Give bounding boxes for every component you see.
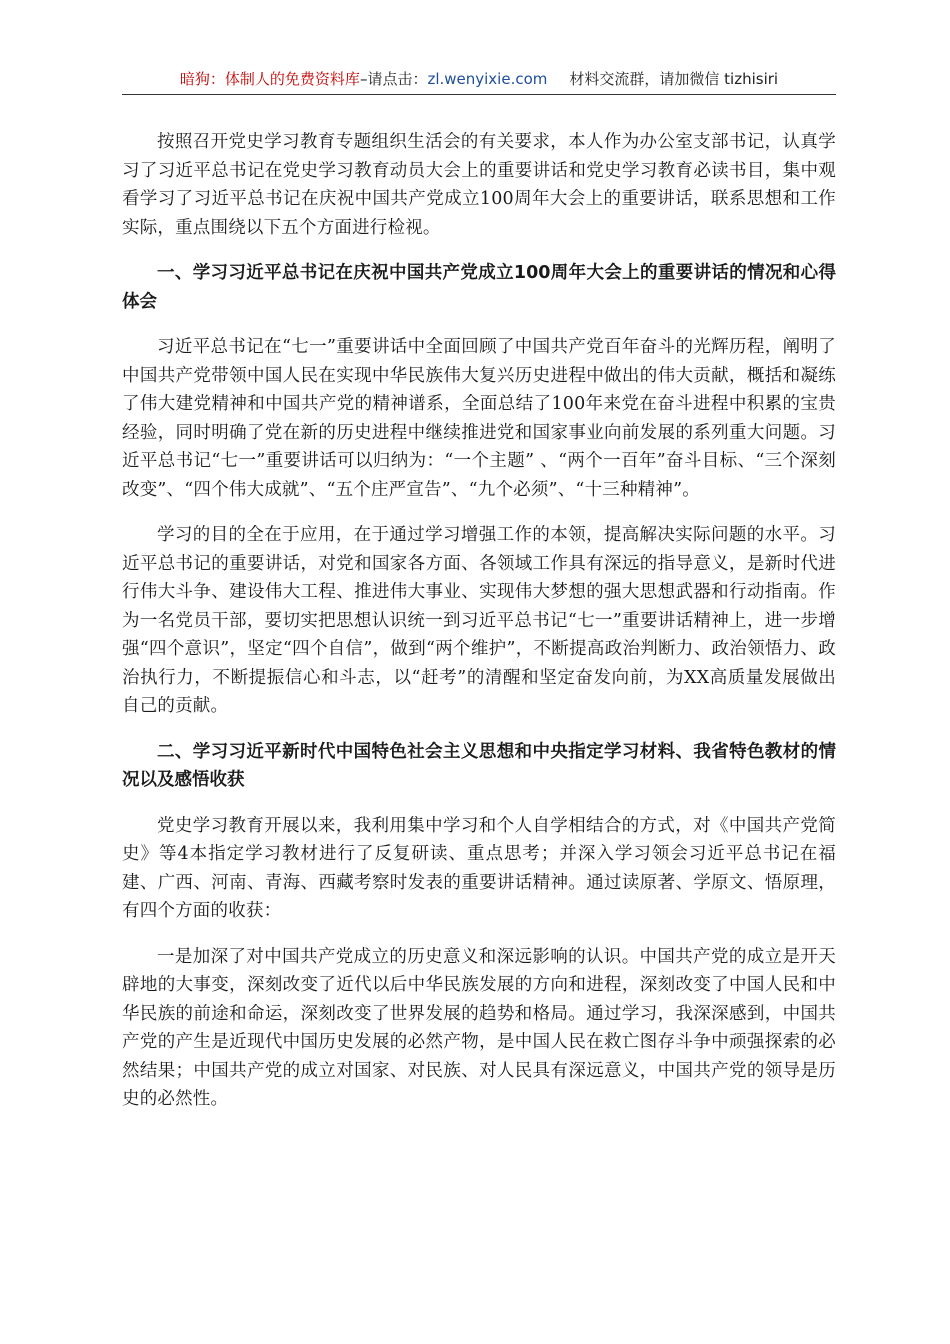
section1-paragraph-1: 习近平总书记在“七一”重要讲话中全面回顾了中国共产党百年奋斗的光辉历程，阐明了中国共产党带领中国人民在实现中华民族伟大复兴历史进程中做出的伟大贡献，概括和凝练了伟大建党精神和中国共产党的精神谱系，全面总结了100年来党在奋斗进程中积累的宝贵经验，同时明确了党在新的历史进程中继续推进党和国家事业向前发展的系列重大问题。习近平总书记“七一”重要讲话可以归纳为：“一个主题” 、“两个一百年”奋斗目标、“三个深刻改变”、“四个伟大成就”、“五个庄严宣告”、“九个必须”、“十三种精神”。 [122, 337, 836, 500]
header-prompt: –请点击： [359, 70, 428, 88]
section1-paragraph-2: 学习的目的全在于应用，在于通过学习增强工作的本领，提高解决实际问题的水平。习近平总书记的重要讲话，对党和国家各方面、各领域工作具有深远的指导意义，是新时代进行伟大斗争、建设伟大工程、推进伟大事业、实现伟大梦想的强大思想武器和行动指南。作为一名党员干部，要切实把思想认识统一到习近平总书记“七一”重要讲话精神上，进一步增强“四个意识”，坚定“四个自信”，做到“两个维护”，不断提高政治判断力、政治领悟力、政治执行力，不断提振信心和斗志，以“赶考”的清醒和坚定奋发向前，为XX高质量发展做出自己的贡献。 [122, 525, 836, 716]
document-body [122, 128, 836, 1131]
section-heading-2: 二、学习习近平新时代中国特色社会主义思想和中央指定学习材料、我省特色教材的情况以及感悟收获 [122, 741, 836, 790]
header-brand: 暗狗：体制人的免费资料库 [179, 70, 360, 88]
section2-paragraph-1: 党史学习教育开展以来，我利用集中学习和个人自学相结合的方式，对《中国共产党简史》等4本指定学习教材进行了反复研读、重点思考；并深入学习领会习近平总书记在福建、广西、河南、青海、西藏考察时发表的重要讲话精神。通过读原著、学原文、悟原理，有四个方面的收获： [122, 815, 836, 921]
page-header [122, 66, 836, 95]
header-link[interactable]: zl.wenyixie.com [427, 70, 548, 88]
section2-paragraph-2: 一是加深了对中国共产党成立的历史意义和深远影响的认识。中国共产党的成立是开天辟地的大事变，深刻改变了近代以后中华民族发展的方向和进程，深刻改变了中国人民和中华民族的前途和命运，深刻改变了世界发展的趋势和格局。通过学习，我深深感到，中国共产党的产生是近现代中国历史发展的必然产物，是中国人民在救亡图存斗争中顽强探索的必然结果；中国共产党的成立对国家、对民族、对人民具有深远意义，中国共产党的领导是历史的必然性。 [122, 946, 836, 1109]
section-heading-1: 一、学习习近平总书记在庆祝中国共产党成立100周年大会上的重要讲话的情况和心得体会 [122, 263, 836, 312]
intro-paragraph: 按照召开党史学习教育专题组织生活会的有关要求，本人作为办公室支部书记，认真学习了习近平总书记在党史学习教育动员大会上的重要讲话和党史学习教育必读书目，集中观看学习了习近平总书记在庆祝中国共产党成立100周年大会上的重要讲话，联系思想和工作实际，重点围绕以下五个方面进行检视。 [122, 132, 836, 238]
header-wechat-note: 材料交流群，请加微信 tizhisiri [569, 70, 779, 88]
